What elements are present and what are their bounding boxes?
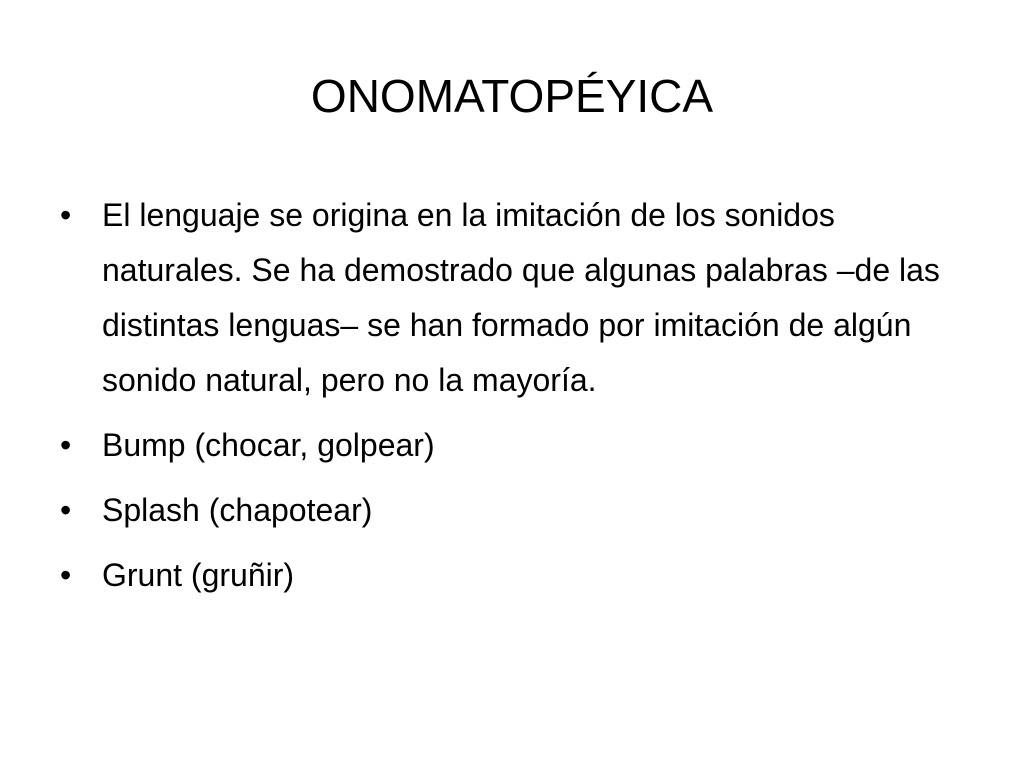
bullet-text: El lenguaje se origina en la imitación de los sonidos naturales. Se ha demostrado que algunas palabras –de las distintas lenguas– se han formado por imitación de algún sonido natural, pero no la mayoría.: [102, 197, 940, 398]
bullet-dot-icon: •: [60, 492, 72, 528]
bullet-item-bump: [60, 418, 960, 473]
bullet-item-splash: [60, 483, 960, 538]
bullet-dot-icon: •: [60, 557, 72, 593]
bullet-dot-icon: •: [60, 427, 72, 463]
bullet-text: Grunt (gruñir): [102, 557, 295, 593]
slide-title: ONOMATOPÉYICA: [310, 70, 714, 122]
bullet-item-definition: [60, 188, 960, 408]
bullet-item-grunt: [60, 548, 960, 603]
bullet-list: [60, 188, 960, 613]
bullet-text: Bump (chocar, golpear): [102, 427, 435, 463]
bullet-dot-icon: •: [60, 197, 72, 233]
bullet-text: Splash (chapotear): [102, 492, 373, 528]
